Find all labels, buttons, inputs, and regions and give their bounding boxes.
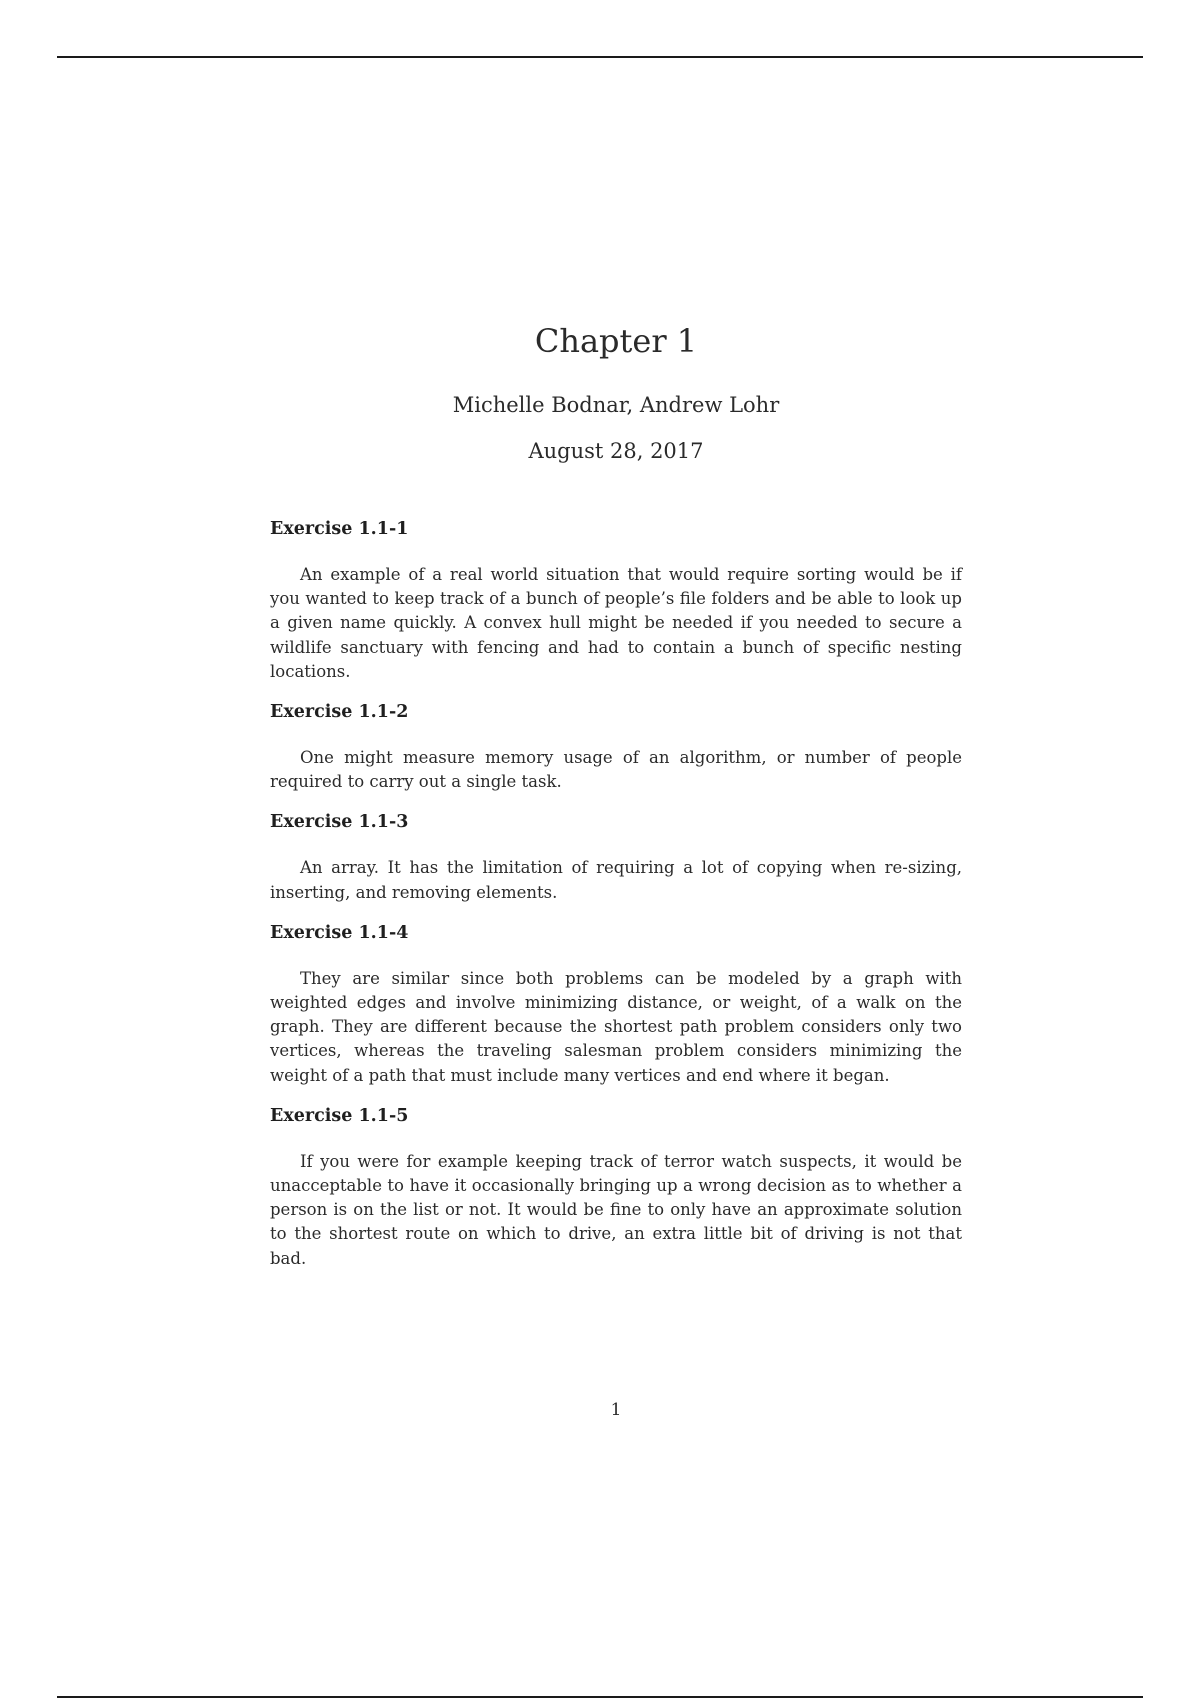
- exercise-answer: One might measure memory usage of an algorithm, or number of people required to carry out a single task.: [270, 748, 962, 792]
- exercise-heading: Exercise 1.1-4: [270, 922, 409, 943]
- date-line: August 28, 2017: [528, 439, 704, 463]
- exercise-answer: If you were for example keeping track of terror watch suspects, it would be unacceptable to have it occasionally bringing up a wrong decision as to whether a person is on the list or not. It would be fine to only have an approximate solution to the shortest route on which to drive, an extra little bit of driving is not that bad.: [270, 1151, 962, 1268]
- exercise-heading: Exercise 1.1-2: [270, 702, 409, 723]
- exercise-answer: An example of a real world situation that would require sorting would be if you wanted to keep track of a bunch of people’s file folders and be able to look up a given name quickly. A convex hull might be needed if you needed to secure a wildlife sanctuary with fencing and had to contain a bunch of specific nesting locations.: [270, 565, 962, 681]
- exercise-heading: Exercise 1.1-3: [270, 812, 409, 833]
- bottom-rule: [57, 1696, 1143, 1698]
- document-body: [270, 515, 962, 1285]
- top-rule: [57, 56, 1143, 58]
- exercise-1-1-1: [270, 515, 962, 684]
- exercise-1-1-5: [270, 1102, 962, 1271]
- exercise-heading: Exercise 1.1-5: [270, 1105, 409, 1126]
- exercise-heading: Exercise 1.1-1: [270, 519, 409, 539]
- page-title: Chapter 1: [534, 322, 698, 360]
- exercise-answer: An array. It has the limitation of requiring a lot of copying when re-sizing, inserting, and removing elements.: [270, 858, 962, 902]
- exercise-1-1-3: [270, 808, 962, 904]
- author-line: Michelle Bodnar, Andrew Lohr: [452, 393, 780, 417]
- exercise-answer: They are similar since both problems can be modeled by a graph with weighted edges and involve minimizing distance, or weight, of a walk on the graph. They are different because the shortest path problem considers only two vertices, whereas the traveling salesman problem considers minimizing the weight of a path that must include many vertices and end where it began.: [270, 968, 962, 1085]
- page-number: 1: [610, 1400, 622, 1420]
- exercise-1-1-2: [270, 698, 962, 794]
- exercise-1-1-4: [270, 919, 962, 1088]
